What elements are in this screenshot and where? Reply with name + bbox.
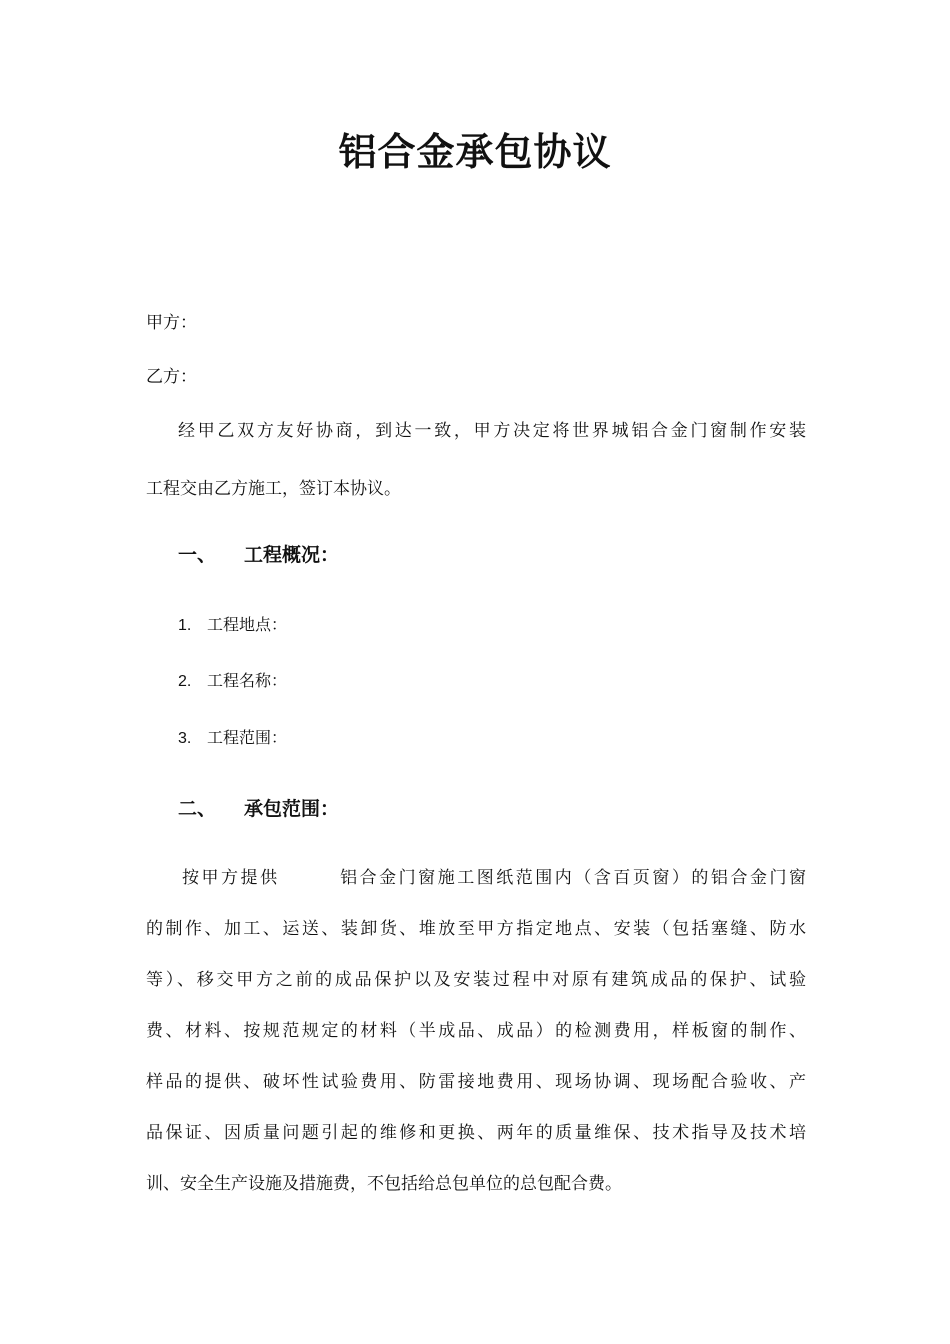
intro-line-1: 经甲乙双方友好协商，到达一致，甲方决定将世界城铝合金门窗制作安装 — [178, 421, 806, 441]
section-2-number: 二、 — [178, 798, 217, 820]
scope-line: 的制作、加工、运送、装卸货、堆放至甲方指定地点、安装（包括塞缝、防水 — [146, 919, 806, 939]
scope-line: 费、材料、按规范规定的材料（半成品、成品）的检测费用，样板窗的制作、 — [146, 1021, 806, 1041]
list-item-text: 工程名称： — [207, 671, 288, 690]
intro-line-2: 工程交由乙方施工，签订本协议。 — [146, 479, 401, 499]
scope-continuation: 铝合金门窗施工图纸范围内（含百页窗）的铝合金门窗 — [337, 868, 807, 888]
section-2-heading — [178, 796, 339, 822]
section-2-title: 承包范围： — [244, 798, 340, 820]
scope-line-1 — [146, 866, 806, 890]
section-1-number: 一、 — [178, 544, 217, 566]
list-item — [178, 613, 287, 638]
scope-line: 品保证、因质量问题引起的维修和更换、两年的质量维保、技术指导及技术培 — [146, 1123, 806, 1143]
list-item — [178, 669, 287, 694]
list-item-number: 3. — [178, 730, 192, 747]
scope-line: 等）、移交甲方之前的成品保护以及安装过程中对原有建筑成品的保护、试验 — [146, 970, 806, 990]
section-1-title: 工程概况： — [244, 544, 340, 566]
scope-line-last: 训、安全生产设施及措施费，不包括给总包单位的总包配合费。 — [146, 1174, 622, 1194]
document-title: 铝合金承包协议 — [338, 129, 612, 174]
list-item-text: 工程地点： — [207, 615, 288, 634]
list-item-number: 1. — [178, 617, 192, 634]
party-b-label: 乙方： — [146, 367, 197, 387]
party-a-label: 甲方： — [146, 313, 197, 333]
scope-start: 按甲方提供 — [182, 868, 280, 888]
list-item — [178, 726, 287, 751]
list-item-number: 2. — [178, 673, 192, 690]
section-1-heading — [178, 542, 339, 568]
list-item-text: 工程范围： — [207, 728, 288, 747]
scope-line: 样品的提供、破坏性试验费用、防雷接地费用、现场协调、现场配合验收、产 — [146, 1072, 806, 1092]
